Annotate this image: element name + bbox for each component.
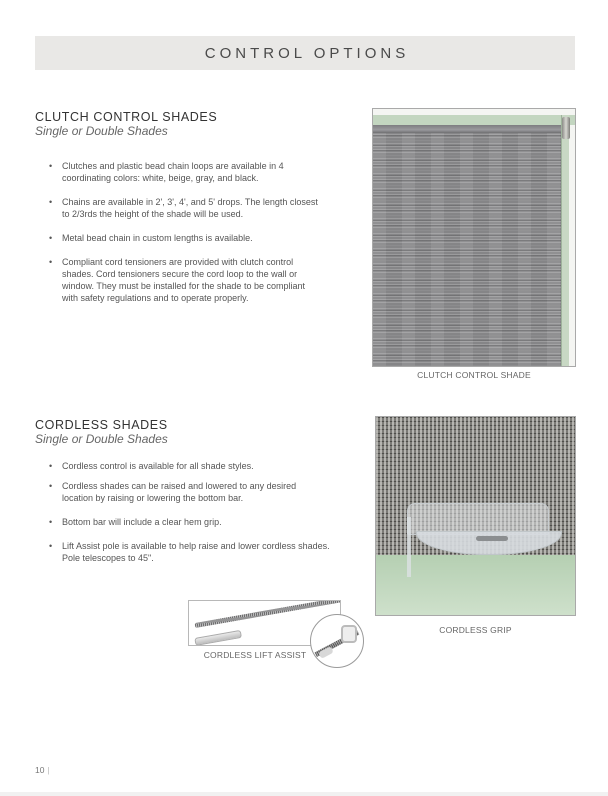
lift-assist-caption: CORDLESS LIFT ASSIST <box>203 650 307 660</box>
bullet-item: • Clutches and plastic bead chain loops are available in 4 coordinating colors: white, beige, gray, and black. <box>49 161 284 183</box>
bullet-dot-icon: • <box>49 481 53 491</box>
bullet-item: • Lift Assist pole is available to help raise and lower cordless shades. Pole telescopes to 45". <box>49 541 330 563</box>
bullet-dot-icon: • <box>49 161 53 171</box>
page-number: 10 | <box>35 765 50 775</box>
cordless-grip-caption: CORDLESS GRIP <box>439 625 512 635</box>
roller-shade-photo-icon <box>372 108 576 367</box>
header-bar <box>35 36 575 70</box>
page-title: CONTROL OPTIONS <box>204 44 410 62</box>
bullet-item: • Metal bead chain in custom lengths is available. <box>49 233 253 243</box>
bottom-strip <box>0 792 608 796</box>
bullet-dot-icon: • <box>49 517 53 527</box>
bullet-item: • Cordless shades can be raised and lowered to any desired location by raising or lowering the bottom bar. <box>49 481 297 503</box>
bullet-dot-icon: • <box>49 461 53 471</box>
bullet-dot-icon: • <box>49 233 53 243</box>
bullet-item: • Chains are available in 2', 3', 4', and 5' drops. The length closest to 2/3rds the height of the shade will be used. <box>49 197 318 219</box>
clutch-bullet-list <box>35 160 318 304</box>
bullet-dot-icon: • <box>49 197 53 207</box>
bullet-item: • Bottom bar will include a clear hem grip. <box>49 517 222 527</box>
section-subtitle-cordless: Single or Double Shades <box>35 432 168 446</box>
section-subtitle-clutch: Single or Double Shades <box>35 124 168 138</box>
hem-grip-photo-icon <box>375 416 576 616</box>
clutch-image-caption: CLUTCH CONTROL SHADE <box>417 370 531 380</box>
section-title-cordless: CORDLESS SHADES <box>35 418 168 432</box>
bullet-item: • Cordless control is available for all shade styles. <box>49 461 254 471</box>
bullet-dot-icon: • <box>49 257 53 267</box>
cordless-bullet-list <box>35 460 330 564</box>
section-title-clutch: CLUTCH CONTROL SHADES <box>35 110 218 124</box>
bullet-dot-icon: • <box>49 541 53 551</box>
bullet-item: • Compliant cord tensioners are provided with clutch control shades. Cord tensioners secure the cord loop to the wall or window. They must be installed for the shade to be compliant with safety regulations and to operate properly. <box>49 257 305 303</box>
